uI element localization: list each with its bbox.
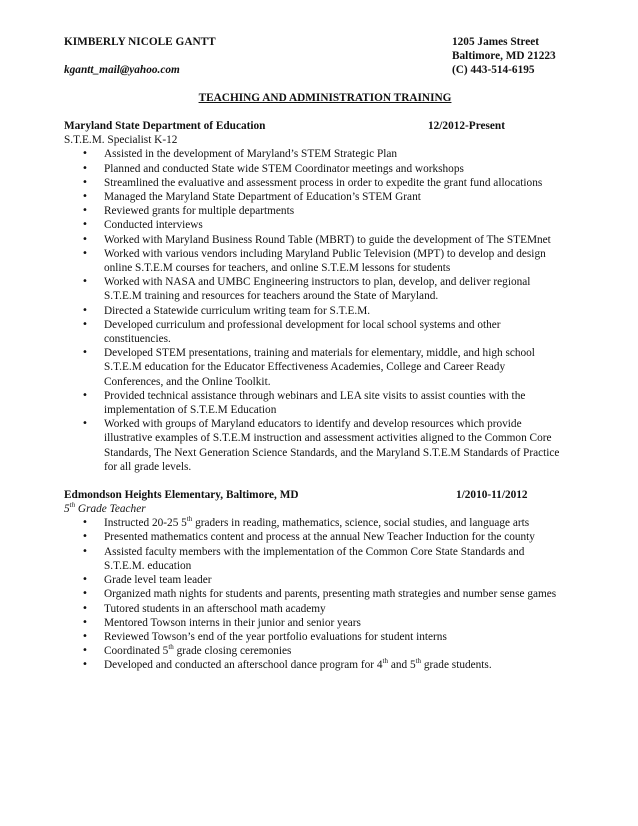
street-address: 1205 James Street (452, 36, 540, 48)
list-item: • Grade level team leader (64, 573, 564, 587)
list-item: • Reviewed Towson’s end of the year portfolio evaluations for student interns (64, 630, 564, 644)
list-item: • Reviewed grants for multiple departments (64, 204, 564, 218)
job2-heading (64, 488, 564, 502)
job1-organization: Maryland State Department of Education (64, 120, 266, 133)
job1-role: S.T.E.M. Specialist K-12 (64, 134, 178, 147)
list-item: • Worked with groups of Maryland educators to identify and develop resources which provide illustrative examples of S.T.E.M instruction and assessment activities aligned to the Common Core Standards, The Next Generation Science Standards, and the Maryland S.T.E.M Standards of Practice for all grade levels. (64, 417, 564, 474)
list-item: • Tutored students in an afterschool math academy (64, 602, 564, 616)
job1-heading (64, 119, 564, 133)
city-state-zip: Baltimore, MD 21223 (452, 50, 556, 62)
list-item: • Planned and conducted State wide STEM Coordinator meetings and workshops (64, 162, 564, 176)
resume-page (64, 35, 564, 673)
job2-bullet-list (64, 516, 564, 672)
section-title: TEACHING AND ADMINISTRATION TRAINING (198, 92, 452, 104)
phone-number: (C) 443-514-6195 (452, 64, 535, 76)
list-item: • Worked with NASA and UMBC Engineering instructors to plan, develop, and deliver regional S.T.E.M training and resources for teachers around the State of Maryland. (64, 275, 564, 303)
list-item: • Coordinated 5th grade closing ceremonies (64, 644, 564, 658)
email-address: kgantt_mail@yahoo.com (64, 64, 180, 76)
list-item: • Provided technical assistance through webinars and LEA site visits to assist counties with the implementation of S.T.E.M Education (64, 389, 564, 417)
job2-role: 5th Grade Teacher (64, 501, 146, 516)
address-block (452, 35, 556, 77)
list-item: • Worked with Maryland Business Round Table (MBRT) to guide the development of The STEMnet (64, 233, 564, 247)
job2-dates: 1/2010-11/2012 (456, 489, 528, 502)
list-item: • Developed and conducted an afterschool dance program for 4th and 5th grade students. (64, 658, 564, 672)
list-item: • Directed a Statewide curriculum writing team for S.T.E.M. (64, 304, 564, 318)
contact-header (64, 35, 564, 77)
list-item: • Presented mathematics content and process at the annual New Teacher Induction for the county (64, 530, 564, 544)
job2-organization: Edmondson Heights Elementary, Baltimore, MD (64, 489, 299, 502)
list-item: • Conducted interviews (64, 218, 564, 232)
list-item: • Developed curriculum and professional development for local school systems and other constituencies. (64, 318, 564, 346)
list-item: • Assisted in the development of Maryland’s STEM Strategic Plan (64, 147, 564, 161)
list-item: • Mentored Towson interns in their junior and senior years (64, 616, 564, 630)
list-item: • Streamlined the evaluative and assessment process in order to expedite the grant fund allocations (64, 176, 564, 190)
candidate-name: KIMBERLY NICOLE GANTT (64, 36, 216, 48)
job1-bullet-list (64, 147, 564, 474)
list-item: • Assisted faculty members with the implementation of the Common Core State Standards and S.T.E.M. education (64, 545, 564, 573)
list-item: • Organized math nights for students and parents, presenting math strategies and number sense games (64, 587, 564, 601)
list-item: • Instructed 20-25 5th graders in reading, mathematics, science, social studies, and language arts (64, 516, 564, 530)
list-item: • Worked with various vendors including Maryland Public Television (MPT) to develop and design online S.T.E.M courses for teachers, and online S.T.E.M lessons for students (64, 247, 564, 275)
list-item: • Developed STEM presentations, training and materials for elementary, middle, and high school S.T.E.M education for the Educator Effectiveness Academies, College and Career Ready Conferences, and the Online Toolkit. (64, 346, 564, 389)
list-item: • Managed the Maryland State Department of Education’s STEM Grant (64, 190, 564, 204)
job1-dates: 12/2012-Present (428, 120, 505, 133)
